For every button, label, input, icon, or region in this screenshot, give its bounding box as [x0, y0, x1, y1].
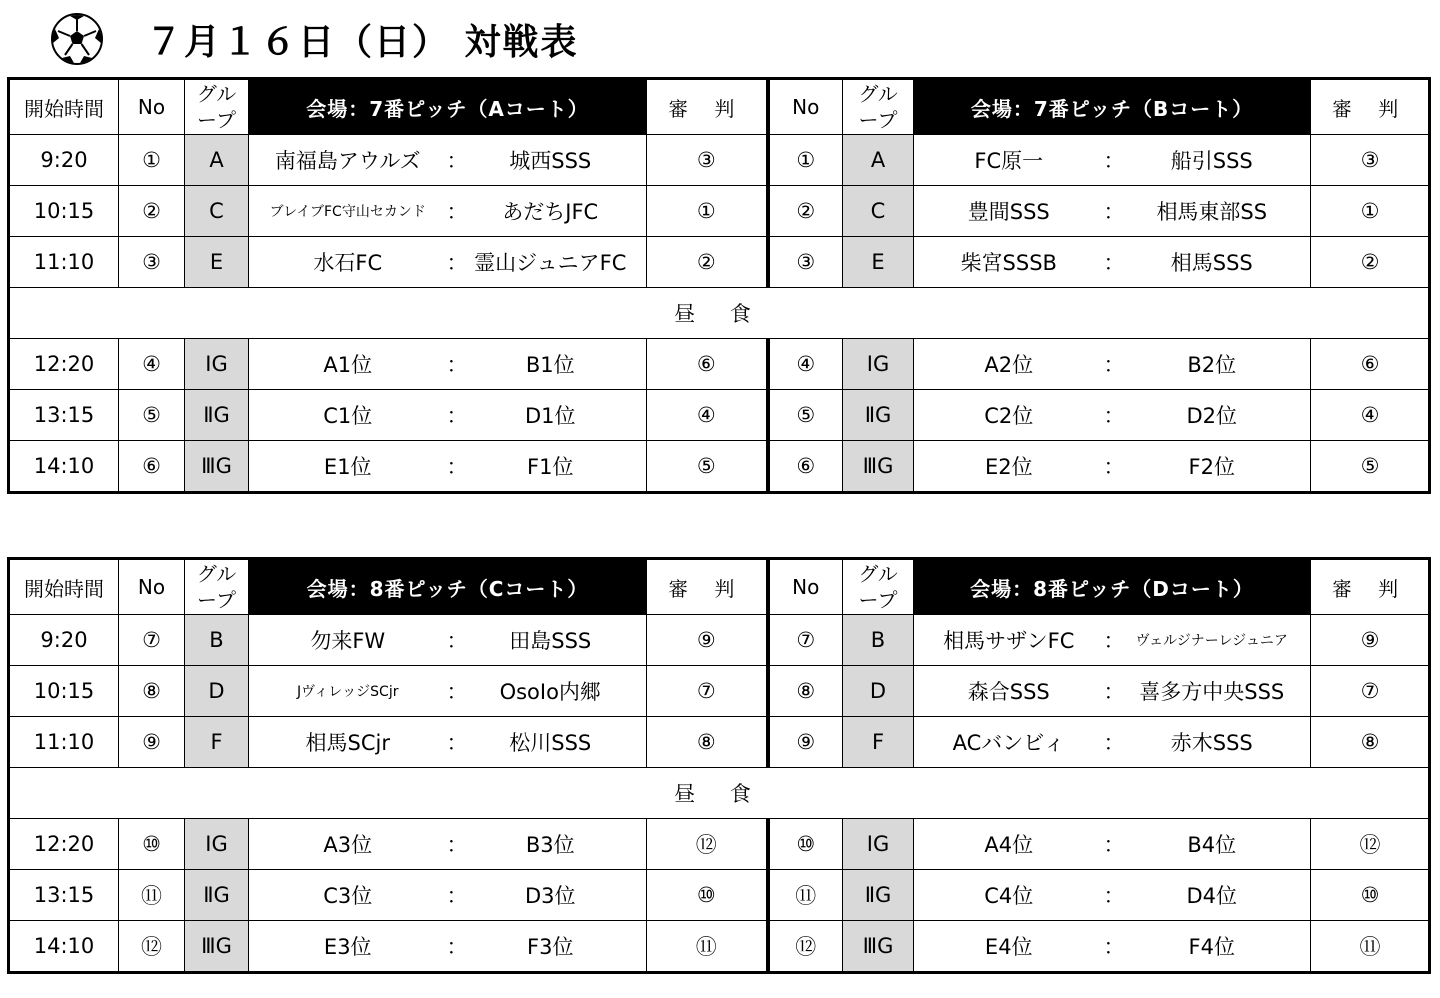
vs-colon: ：	[1104, 390, 1114, 441]
group-cell: C	[843, 186, 914, 237]
schedule-table-1	[9, 79, 1430, 492]
match-row	[10, 339, 1430, 390]
home-team: A4位	[914, 819, 1104, 870]
home-team: ブレイブFC守山セカンド	[249, 186, 447, 237]
group-cell: ⅠG	[843, 339, 914, 390]
header-no: No	[119, 560, 185, 615]
away-team: B4位	[1114, 819, 1311, 870]
start-time: 11:10	[10, 237, 119, 288]
away-team: F1位	[455, 441, 647, 492]
vs-colon: ：	[447, 441, 455, 492]
home-team: 相馬SCjr	[249, 717, 447, 768]
title-row	[50, 6, 579, 72]
group-cell: F	[185, 717, 249, 768]
schedule-table-2	[9, 559, 1430, 972]
referee: ②	[1311, 237, 1430, 288]
home-team: E2位	[914, 441, 1104, 492]
home-team: C1位	[249, 390, 447, 441]
group-cell: C	[185, 186, 249, 237]
referee: ⑥	[1311, 339, 1430, 390]
start-time: 10:15	[10, 666, 119, 717]
match-no: ⑪	[768, 870, 843, 921]
start-time: 9:20	[10, 615, 119, 666]
vs-colon: ：	[447, 615, 455, 666]
home-team: A1位	[249, 339, 447, 390]
home-team: 豊間SSS	[914, 186, 1104, 237]
away-team: B2位	[1114, 339, 1311, 390]
referee: ⑩	[1311, 870, 1430, 921]
match-no: ⑦	[119, 615, 185, 666]
header-group: グル ープ	[185, 80, 249, 135]
group-cell: F	[843, 717, 914, 768]
header-row	[10, 560, 1430, 615]
start-time: 13:15	[10, 390, 119, 441]
referee: ①	[647, 186, 768, 237]
start-time: 10:15	[10, 186, 119, 237]
lunch-row	[10, 288, 1430, 339]
group-cell: ⅠG	[185, 339, 249, 390]
page-title: ７月１６日（日） 対戦表	[146, 21, 579, 63]
match-row	[10, 390, 1430, 441]
soccer-ball-icon	[50, 12, 104, 66]
referee: ③	[1311, 135, 1430, 186]
home-team: E1位	[249, 441, 447, 492]
match-no: ⑫	[768, 921, 843, 972]
venue-left: 会場：8番ピッチ（Cコート）	[249, 560, 647, 615]
group-cell: E	[843, 237, 914, 288]
group-cell: B	[843, 615, 914, 666]
vs-colon: ：	[447, 666, 455, 717]
away-team: 相馬東部SS	[1114, 186, 1311, 237]
group-cell: D	[185, 666, 249, 717]
vs-colon: ：	[447, 819, 455, 870]
away-team: ヴェルジナーレジュニア	[1114, 615, 1311, 666]
away-team: D4位	[1114, 870, 1311, 921]
away-team: 松川SSS	[455, 717, 647, 768]
vs-colon: ：	[447, 135, 455, 186]
match-no: ⑦	[768, 615, 843, 666]
match-row	[10, 819, 1430, 870]
vs-colon: ：	[1104, 339, 1114, 390]
match-no: ⑨	[768, 717, 843, 768]
header-no: No	[768, 80, 843, 135]
group-cell: E	[185, 237, 249, 288]
referee: ⑪	[1311, 921, 1430, 972]
vs-colon: ：	[447, 390, 455, 441]
vs-colon: ：	[1104, 717, 1114, 768]
vs-colon: ：	[447, 717, 455, 768]
group-cell: ⅡG	[185, 870, 249, 921]
referee: ⑩	[647, 870, 768, 921]
vs-colon: ：	[1104, 819, 1114, 870]
match-no: ⑧	[768, 666, 843, 717]
home-team: A3位	[249, 819, 447, 870]
home-team: 柴宮SSSB	[914, 237, 1104, 288]
home-team: 勿来FW	[249, 615, 447, 666]
referee: ⑨	[1311, 615, 1430, 666]
group-cell: ⅠG	[843, 819, 914, 870]
match-no: ⑥	[119, 441, 185, 492]
group-cell: ⅠG	[185, 819, 249, 870]
header-no: No	[119, 80, 185, 135]
match-no: ⑤	[768, 390, 843, 441]
away-team: 赤木SSS	[1114, 717, 1311, 768]
match-no: ④	[119, 339, 185, 390]
match-row	[10, 717, 1430, 768]
referee: ⑦	[1311, 666, 1430, 717]
referee: ⑧	[1311, 717, 1430, 768]
referee: ⑫	[1311, 819, 1430, 870]
home-team: JヴィレッジSCjr	[249, 666, 447, 717]
venue-left: 会場：7番ピッチ（Aコート）	[249, 80, 647, 135]
away-team: 霊山ジュニアFC	[455, 237, 647, 288]
home-team: FC原一	[914, 135, 1104, 186]
venue-right: 会場：7番ピッチ（Bコート）	[914, 80, 1311, 135]
away-team: F4位	[1114, 921, 1311, 972]
away-team: D1位	[455, 390, 647, 441]
match-no: ⑩	[119, 819, 185, 870]
match-row	[10, 135, 1430, 186]
vs-colon: ：	[447, 339, 455, 390]
group-cell: B	[185, 615, 249, 666]
referee: ②	[647, 237, 768, 288]
away-team: 相馬SSS	[1114, 237, 1311, 288]
referee: ⑥	[647, 339, 768, 390]
home-team: ACバンビィ	[914, 717, 1104, 768]
vs-colon: ：	[447, 870, 455, 921]
vs-colon: ：	[1104, 186, 1114, 237]
group-cell: ⅢG	[185, 441, 249, 492]
match-row	[10, 441, 1430, 492]
away-team: D3位	[455, 870, 647, 921]
home-team: 南福島アウルズ	[249, 135, 447, 186]
vs-colon: ：	[1104, 441, 1114, 492]
group-cell: ⅡG	[843, 870, 914, 921]
match-row	[10, 870, 1430, 921]
away-team: B3位	[455, 819, 647, 870]
vs-colon: ：	[1104, 135, 1114, 186]
home-team: E3位	[249, 921, 447, 972]
group-cell: A	[843, 135, 914, 186]
referee: ⑤	[1311, 441, 1430, 492]
group-cell: ⅡG	[185, 390, 249, 441]
start-time: 13:15	[10, 870, 119, 921]
vs-colon: ：	[1104, 870, 1114, 921]
referee: ⑧	[647, 717, 768, 768]
away-team: B1位	[455, 339, 647, 390]
referee: ④	[647, 390, 768, 441]
match-no: ⑧	[119, 666, 185, 717]
home-team: 相馬サザンFC	[914, 615, 1104, 666]
header-no: No	[768, 560, 843, 615]
lunch-row	[10, 768, 1430, 819]
header-group: グル ープ	[843, 80, 914, 135]
referee: ⑫	[647, 819, 768, 870]
match-row	[10, 921, 1430, 972]
venue-right: 会場：8番ピッチ（Dコート）	[914, 560, 1311, 615]
header-referee: 審 判	[1311, 80, 1430, 135]
home-team: 森合SSS	[914, 666, 1104, 717]
home-team: E4位	[914, 921, 1104, 972]
header-referee: 審 判	[1311, 560, 1430, 615]
match-no: ①	[768, 135, 843, 186]
match-row	[10, 237, 1430, 288]
start-time: 14:10	[10, 921, 119, 972]
vs-colon: ：	[1104, 666, 1114, 717]
start-time: 12:20	[10, 819, 119, 870]
header-referee: 審 判	[647, 80, 768, 135]
match-no: ⑩	[768, 819, 843, 870]
referee: ⑪	[647, 921, 768, 972]
vs-colon: ：	[447, 237, 455, 288]
referee: ④	[1311, 390, 1430, 441]
referee: ⑨	[647, 615, 768, 666]
away-team: 船引SSS	[1114, 135, 1311, 186]
referee: ⑤	[647, 441, 768, 492]
group-cell: ⅢG	[843, 921, 914, 972]
start-time: 9:20	[10, 135, 119, 186]
start-time: 11:10	[10, 717, 119, 768]
home-team: C2位	[914, 390, 1104, 441]
match-no: ③	[768, 237, 843, 288]
header-group: グル ープ	[843, 560, 914, 615]
group-cell: ⅢG	[843, 441, 914, 492]
header-group: グル ープ	[185, 560, 249, 615]
header-row	[10, 80, 1430, 135]
match-no: ①	[119, 135, 185, 186]
group-cell: ⅢG	[185, 921, 249, 972]
match-row	[10, 666, 1430, 717]
vs-colon: ：	[1104, 237, 1114, 288]
start-time: 12:20	[10, 339, 119, 390]
vs-colon: ：	[447, 921, 455, 972]
lunch-label: 昼 食	[10, 288, 1430, 339]
home-team: C3位	[249, 870, 447, 921]
header-time: 開始時間	[10, 80, 119, 135]
match-no: ②	[119, 186, 185, 237]
vs-colon: ：	[447, 186, 455, 237]
referee: ⑦	[647, 666, 768, 717]
vs-colon: ：	[1104, 615, 1114, 666]
away-team: F2位	[1114, 441, 1311, 492]
away-team: OsoIo内郷	[455, 666, 647, 717]
away-team: 田島SSS	[455, 615, 647, 666]
home-team: A2位	[914, 339, 1104, 390]
group-cell: ⅡG	[843, 390, 914, 441]
match-no: ⑥	[768, 441, 843, 492]
match-row	[10, 615, 1430, 666]
match-no: ②	[768, 186, 843, 237]
match-no: ⑫	[119, 921, 185, 972]
start-time: 14:10	[10, 441, 119, 492]
away-team: あだちJFC	[455, 186, 647, 237]
group-cell: D	[843, 666, 914, 717]
away-team: D2位	[1114, 390, 1311, 441]
referee: ③	[647, 135, 768, 186]
away-team: 城西SSS	[455, 135, 647, 186]
header-time: 開始時間	[10, 560, 119, 615]
match-no: ④	[768, 339, 843, 390]
match-no: ⑨	[119, 717, 185, 768]
away-team: 喜多方中央SSS	[1114, 666, 1311, 717]
lunch-label: 昼 食	[10, 768, 1430, 819]
match-row	[10, 186, 1430, 237]
home-team: C4位	[914, 870, 1104, 921]
home-team: 水石FC	[249, 237, 447, 288]
match-no: ⑤	[119, 390, 185, 441]
match-no: ⑪	[119, 870, 185, 921]
vs-colon: ：	[1104, 921, 1114, 972]
header-referee: 審 判	[647, 560, 768, 615]
group-cell: A	[185, 135, 249, 186]
away-team: F3位	[455, 921, 647, 972]
referee: ①	[1311, 186, 1430, 237]
match-no: ③	[119, 237, 185, 288]
